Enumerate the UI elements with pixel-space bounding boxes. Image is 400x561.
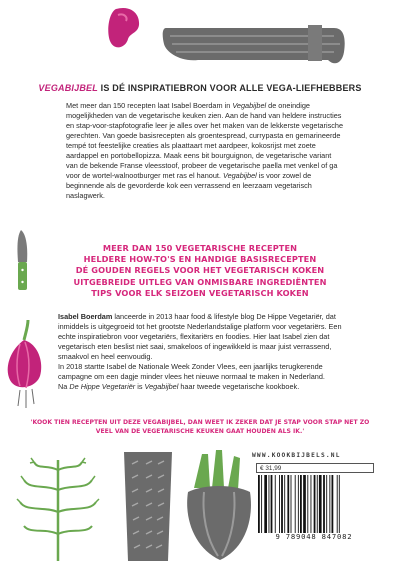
intro-book-title: Vegabijbel: [232, 101, 267, 110]
fennel-icon: [184, 448, 254, 561]
knife-icon: [12, 228, 34, 292]
author-bio: [58, 312, 348, 392]
author-bio-text: is: [135, 382, 145, 391]
intro-text: de oneindige mogelijkheden van de vegetarische keuken zien. Aan de hand van heldere instructies en stap-voor-stapfotografie leer je alles over het maken van de lekkerste vegetarische gerechten. Van goede basisrecepten als groentespread, currypasta en gemarineerde tempé tot feestelijke creaties als plaattaart met aardpeer, kokosrijst met zoete aardappel en portobellopizza. Maak eens bit bourguignon, de vegetarische variant van de bekende Franse vleesstoof, probeer de vegetarische paella met venkel of ga voor de wortel-walnootburger met ras el hanout.: [66, 101, 344, 180]
zucchini-icon: [158, 22, 348, 70]
intro-book-title: Vegabijbel: [222, 171, 257, 180]
author-quote: 'KOOK TIEN RECEPTEN UIT DEZE VEGABIJBEL, DAN WEET IK ZEKER DAT JE STAP VOOR STAP NET ZO VEEL VAN DE VEGETARISCHE KEUKEN GAAT HOUDEN ALS IK.': [30, 419, 370, 435]
herb-icon: [16, 440, 100, 561]
isbn-number: 9 789048 847082: [275, 532, 353, 541]
feature-item: UITGEBREIDE UITLEG VAN ONMISBARE INGREDIËNTEN: [73, 276, 327, 287]
tagline-book-title: VEGABIJBEL: [38, 83, 98, 93]
author-name: Isabel Boerdam: [58, 312, 113, 321]
feature-item: TIPS VOOR ELK SEIZOEN VEGETARISCH KOKEN: [91, 287, 309, 298]
features-list: [42, 243, 358, 299]
author-bio-text: In 2018 startte Isabel de Nationale Week Zonder Vlees, een jaarlijks terugkerende campagne om een dagje minder vlees het nieuwe normaal te maken in Nederland.: [58, 362, 325, 381]
intro-paragraph: [66, 101, 344, 201]
intro-text: Met meer dan 150 recepten laat Isabel Boerdam in: [66, 101, 233, 110]
feature-item: HELDERE HOW-TO'S EN HANDIGE BASISRECEPTEN: [83, 254, 317, 265]
price-box: [256, 463, 374, 473]
intro-text: is voor zowel de beginnende als de gevorderde kok een verrassend en leerzaam vegetarisch naslagwerk.: [66, 171, 312, 200]
author-bio-title: Vegabijbel: [144, 382, 179, 391]
feature-item: MEER DAN 150 VEGETARISCHE RECEPTEN: [102, 243, 298, 253]
grater-icon: [118, 452, 178, 561]
author-bio-text: Na: [58, 382, 70, 391]
onion-icon: [4, 320, 48, 410]
author-bio-text: lanceerde in 2013 haar food & lifestyle blog De Hippe Vegetariër, dat inmiddels is uitgegroeid tot het grootste Nederlandstalige platform voor vegetariërs. Een echte inspiratiebron voor vegetariërs, flexitariërs en foodies. Hier laat Isabel zien dat vegetarisch eten beslist niet saai, smakeloos of ingewikkeld is maar juist verrassend, smaakvol en heel eenvoudig.: [58, 312, 342, 361]
bean-icon: [106, 5, 142, 51]
cover-tagline: [0, 83, 400, 93]
publisher-website: WWW.KOOKBIJBELS.NL: [252, 452, 341, 459]
price-label: € 31,99: [260, 464, 282, 472]
feature-item: DÉ GOUDEN REGELS VOOR HET VEGETARISCH KOKEN: [75, 265, 325, 276]
tagline-text: IS DÉ INSPIRATIEBRON VOOR ALLE VEGA-LIEFHEBBERS: [97, 83, 362, 93]
author-bio-title: De Hippe Vegetariër: [69, 382, 136, 391]
author-bio-text: haar tweede vegetarische kookboek.: [178, 382, 300, 391]
barcode-icon: [256, 475, 372, 533]
